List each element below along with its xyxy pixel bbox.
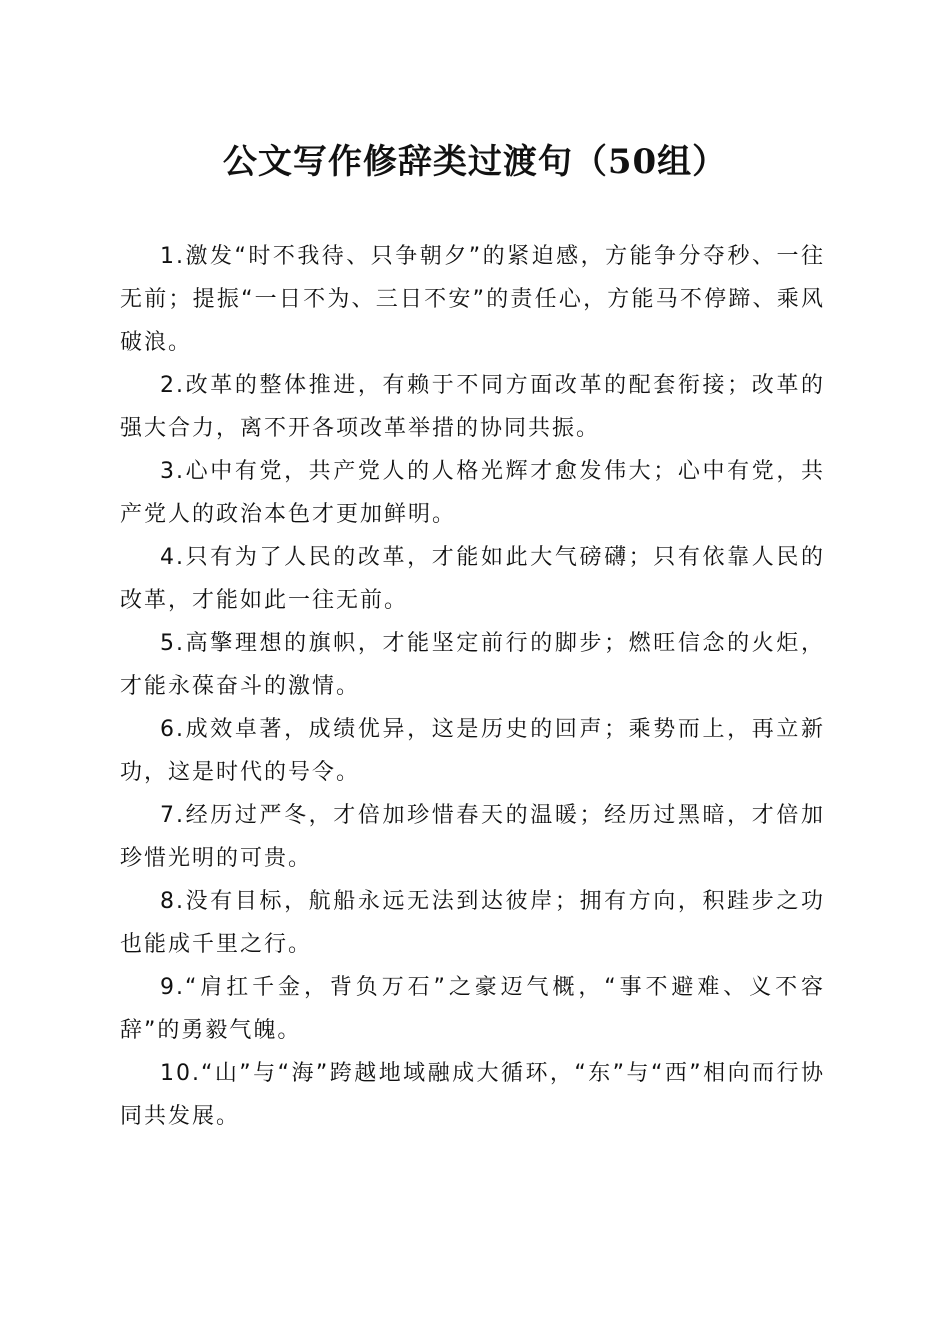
paragraph-8: 8.没有目标，航船永远无法到达彼岸；拥有方向，积跬步之功也能成千里之行。 xyxy=(120,889,825,957)
document-title: 公文写作修辞类过渡句（50组） xyxy=(222,142,728,182)
paragraph-9: 9.“肩扛千金，背负万石”之豪迈气概，“事不避难、义不容辞”的勇毅气魄。 xyxy=(120,975,825,1043)
paragraph-4: 4.只有为了人民的改革，才能如此大气磅礴；只有依靠人民的改革，才能如此一往无前。 xyxy=(120,545,825,613)
paragraph-7: 7.经历过严冬，才倍加珍惜春天的温暖；经历过黑暗，才倍加珍惜光明的可贵。 xyxy=(120,803,825,871)
paragraph-10: 10.“山”与“海”跨越地域融成大循环，“东”与“西”相向而行协同共发展。 xyxy=(120,1061,825,1129)
paragraph-1: 1.激发“时不我待、只争朝夕”的紧迫感，方能争分夺秒、一往无前；提振“一日不为、三日不安”的责任心，方能马不停蹄、乘风破浪。 xyxy=(120,244,825,355)
paragraph-3: 3.心中有党，共产党人的人格光辉才愈发伟大；心中有党，共产党人的政治本色才更加鲜明。 xyxy=(120,459,825,527)
paragraph-2: 2.改革的整体推进，有赖于不同方面改革的配套衔接；改革的强大合力，离不开各项改革举措的协同共振。 xyxy=(120,373,825,441)
document-body xyxy=(120,235,825,1138)
paragraph-6: 6.成效卓著，成绩优异，这是历史的回声；乘势而上，再立新功，这是时代的号令。 xyxy=(120,717,825,785)
paragraph-5: 5.高擎理想的旗帜，才能坚定前行的脚步；燃旺信念的火炬，才能永葆奋斗的激情。 xyxy=(120,631,825,699)
